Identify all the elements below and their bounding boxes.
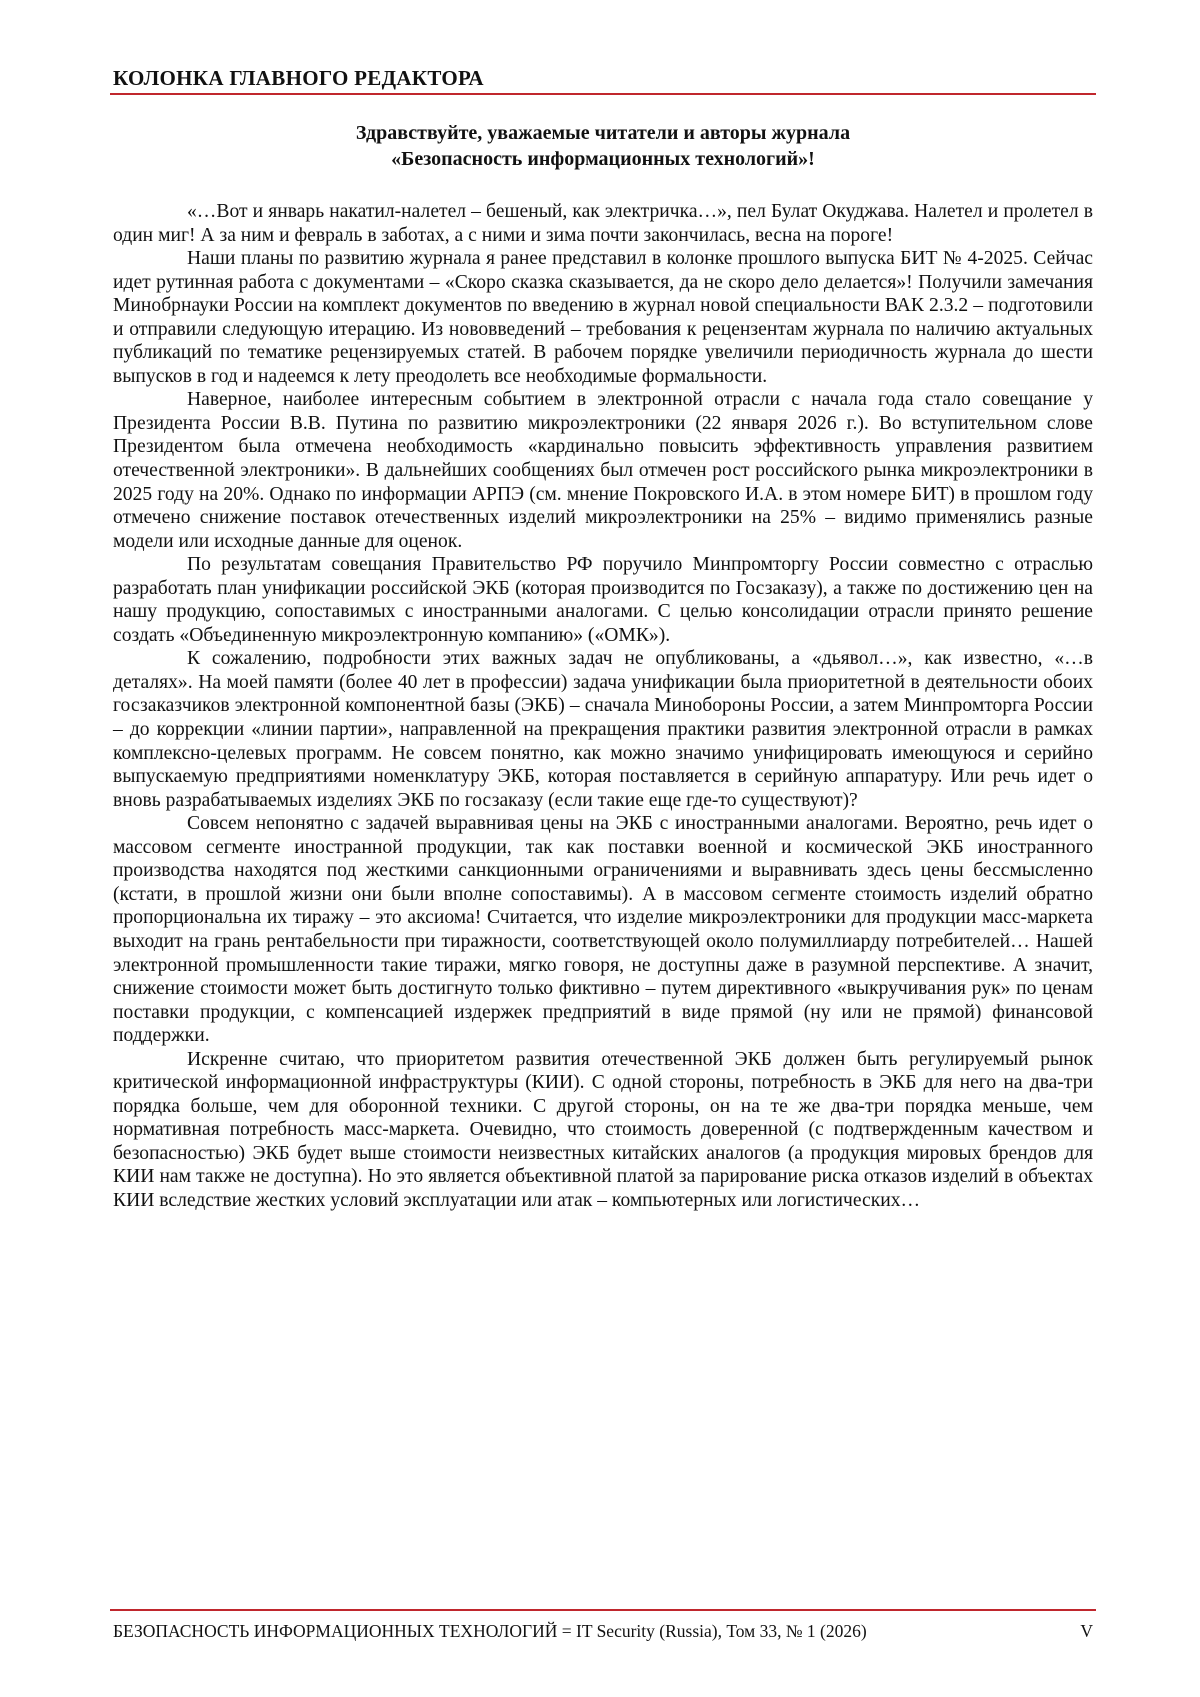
page-footer [113,1620,1093,1642]
paragraph: К сожалению, подробности этих важных задач не опубликованы, а «дьявол…», как известно, «…в деталях». На моей памяти (более 40 лет в профессии) задача унификации была приоритетной в деятельности обоих госзаказчиков электронной компонентной базы (ЭКБ) – сначала Минобороны России, а затем Минпромторга России – до коррекции «линии партии», направленной на прекращения практики развития электронной отрасли в рамках комплексно-целевых программ. Не совсем понятно, как можно значимо унифицировать имеющуюся и серийно выпускаемую предприятиями номенклатуру ЭКБ, которая поставляется в серийную аппаратуру. Или речь идет о вновь разрабатываемых изделиях ЭКБ по госзаказу (если такие еще где-то существуют)? [113,648,1093,811]
section-header: КОЛОНКА ГЛАВНОГО РЕДАКТОРА [113,66,484,90]
footer-divider [110,1609,1096,1611]
article-title-line-1: Здравствуйте, уважаемые читатели и авторы журнала [355,122,851,144]
paragraph: «…Вот и январь накатил-налетел – бешеный, как электричка…», пел Булат Окуджава. Налетел и пролетел в один миг! А за ним и февраль в заботах, а с ними и зима почти закончилась, весна на пороге! [113,201,1093,246]
article-body [113,200,1093,1213]
page-number: V [1080,1621,1093,1641]
article-title-line-2: «Безопасность информационных технологий»! [391,148,815,170]
paragraph: Совсем непонятно с задачей выравнивая цены на ЭКБ с иностранными аналогами. Вероятно, речь идет о массовом сегменте иностранной продукции, так как поставки военной и космической ЭКБ иностранного производства находятся под жесткими санкционными ограничениями и выравнивать здесь цены бессмысленно (кстати, в прошлой жизни они были вполне сопоставимы). А в массовом сегменте стоимость изделий обратно пропорциональна их тиражу – это аксиома! Считается, что изделие микроэлектроники для продукции масс-маркета выходит на грань рентабельности при тиражности, соответствующей около полумиллиарду потребителей… Нашей электронной промышленности такие тиражи, мягко говоря, не доступны даже в разумной перспективе. А значит, снижение стоимости может быть достигнуто только фиктивно – путем директивного «выкручивания рук» по ценам поставки продукции, с компенсацией издержек предприятий в виде прямой (ну или не прямой) финансовой поддержки. [113,813,1093,1047]
paragraph: Искренне считаю, что приоритетом развития отечественной ЭКБ должен быть регулируемый рынок критической информационной инфраструктуры (КИИ). С одной стороны, потребность в ЭКБ для него на два-три порядка больше, чем для оборонной техники. С другой стороны, он на те же два-три порядка меньше, чем нормативная потребность масс-маркета. Очевидно, что стоимость доверенной (с подтвержденным качеством и безопасностью) ЭКБ будет выше стоимости неизвестных китайских аналогов (а продукция мировых брендов для КИИ нам также не доступна). Но это является объективной платой за парирование риска отказов изделий в объектах КИИ вследствие жестких условий эксплуатации или атак – компьютерных или логистических… [113,1048,1093,1211]
paragraph: Наши планы по развитию журнала я ранее представил в колонке прошлого выпуска БИТ № 4-2025. Сейчас идет рутинная работа с документами – «Скоро сказка сказывается, да не скоро дело делается»! Получили замечания Минобрнауки России на комплект документов по введению в журнал новой специальности ВАК 2.3.2 – подготовили и отправили следующую итерацию. Из нововведений – требования к рецензентам журнала по наличию актуальных публикаций по тематике рецензируемых статей. В рабочем порядке увеличили периодичность журнала до шести выпусков в год и надеемся к лету преодолеть все необходимые формальности. [113,248,1093,387]
article-title [113,120,1093,172]
header-divider [110,93,1096,95]
paragraph: Наверное, наиболее интересным событием в электронной отрасли с начала года стало совещание у Президента России В.В. Путина по развитию микроэлектроники (22 января 2026 г.). Во вступительном слове Президентом была отмечена необходимость «кардинально повысить эффективность управления развитием отечественной электроники». В дальнейших сообщениях был отмечен рост российского рынка микроэлектроники в 2025 году на 20%. Однако по информации АРПЭ (см. мнение Покровского И.А. в этом номере БИТ) в прошлом году отмечено снижение поставок отечественных изделий микроэлектроники на 25% – видимо применялись разные модели или исходные данные для оценок. [113,389,1093,552]
paragraph: По результатам совещания Правительство РФ поручило Минпромторгу России совместно с отраслью разработать план унификации российской ЭКБ (которая производится по Госзаказу), а также по достижению цен на нашу продукцию, сопоставимых с иностранными аналогами. С целью консолидации отрасли принято решение создать «Объединенную микроэлектронную компанию» («ОМК»). [113,554,1093,646]
journal-citation: БЕЗОПАСНОСТЬ ИНФОРМАЦИОННЫХ ТЕХНОЛОГИЙ = IT Security (Russia), Том 33, № 1 (2026) [113,1621,867,1641]
